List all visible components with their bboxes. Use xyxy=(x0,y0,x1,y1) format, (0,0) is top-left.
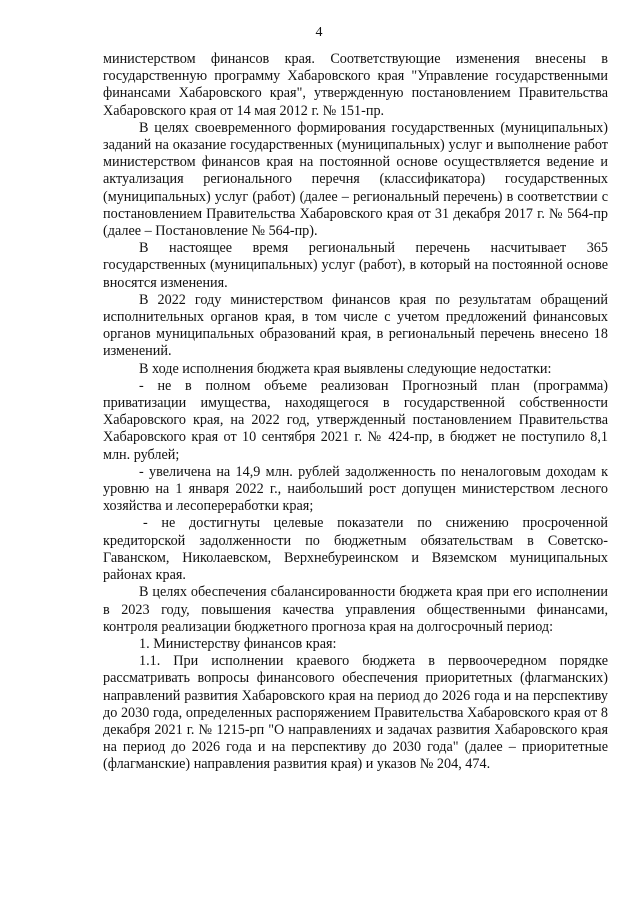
document-body xyxy=(103,51,608,774)
page-number: 4 xyxy=(315,25,323,40)
paragraph-item-1-1: 1.1. При исполнении краевого бюджета в первоочередном порядке рассматривать вопросы финансового обеспечения приоритетных (флагманских) направлений развития Хабаровского края на период до 2026 года и на перспективу до 2030 года, определенных распоряжением Правительства Хабаровского края от 8 декабря 2021 г. № 1215-рп "О направлениях и задачах развития Хабаровского края на период до 2026 года и на перспективу до 2030 года" (далее – приоритетные (флагманские) направления развития края) и указов № 204, 474. xyxy=(103,653,608,773)
list-item-debt-increase: - увеличена на 14,9 млн. рублей задолженность по неналоговым доходам к уровню на 1 января 2022 г., наибольший рост допущен министерством лесного хозяйства и лесопереработки края; xyxy=(103,463,608,515)
paragraph-balance-goals: В целях обеспечения сбалансированности бюджета края при его исполнении в 2023 году, повышения качества управления общественными финансами, контроля реализации бюджетного прогноза края на долгосрочный период: xyxy=(103,584,608,635)
paragraph-services-count: В настоящее время региональный перечень насчитывает 365 государственных (муниципальных) услуг (работ), в который на постоянной основе вносятся изменения. xyxy=(103,240,608,291)
paragraph-regional-list: В целях своевременного формирования государственных (муниципальных) заданий на оказание государственных (муниципальных) услуг и выполнение работ министерством финансов края на постоянной основе осуществляется ведение и актуализация регионального перечня (классификатора) государственных (муниципальных) услуг (работ) (далее – региональный перечень) в соответствии с постановлением Правительства Хабаровского края от 31 декабря 2017 г. № 564-пр (далее – Постановление № 564-пр). xyxy=(103,119,608,240)
paragraph-changes-2022: В 2022 году министерством финансов края по результатам обращений исполнительных органов края, в том числе с учетом предложений финансовых органов муниципальных образований края, в региональный перечень внесено 18 изменений. xyxy=(103,291,608,360)
list-item-privatization: - не в полном объеме реализован Прогнозный план (программа) приватизации имущества, находящегося в государственной собственности Хабаровского края, на 2022 год, утвержденный постановлением Правительства Хабаровского края от 10 сентября 2021 г. № 424-пр, в бюджет не поступило 8,1 млн. рублей; xyxy=(103,377,608,463)
paragraph-continuation: министерством финансов края. Соответствующие изменения внесены в государственную программу Хабаровского края "Управление государственными финансами Хабаровского края", утвержденную постановлением Правительства Хабаровского края от 14 мая 2012 г. № 151-пр. xyxy=(103,51,608,119)
paragraph-shortcomings-intro: В ходе исполнения бюджета края выявлены следующие недостатки: xyxy=(139,360,552,377)
list-item-targets-not-met: - не достигнуты целевые показатели по снижению просроченной кредиторской задолженности по бюджетным обязательствам в Советско-Гаванском, Николаевском, Верхнебуреинском и Вяземском муниципальных районах края. xyxy=(103,515,608,584)
paragraph-ministry-heading: 1. Министерству финансов края: xyxy=(139,635,337,652)
